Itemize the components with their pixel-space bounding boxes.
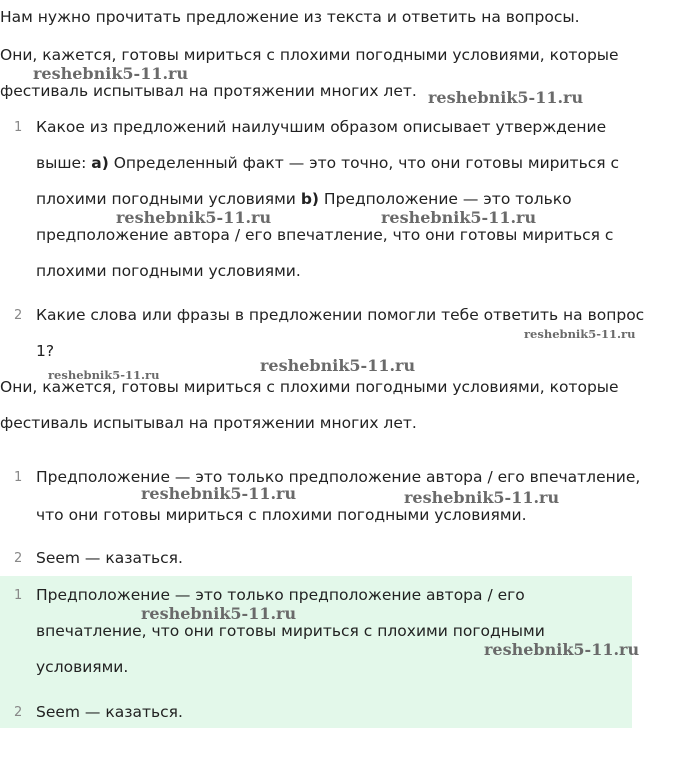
watermark: reshebnik5-11.ru xyxy=(381,208,537,227)
question-text: выше: xyxy=(36,154,92,172)
sentence-repeat-line-2: фестиваль испытывал на протяжении многих лет. xyxy=(0,414,417,432)
sentence-repeat-line-1: Они, кажется, готовы мириться с плохими погодными условиями, которые xyxy=(0,378,619,396)
watermark: reshebnik5-11.ru xyxy=(141,604,297,623)
question-1-line-4: предположение автора / его впечатление, что они готовы мириться с xyxy=(36,226,614,244)
answer-number: 1 xyxy=(14,588,23,603)
answer-number: 2 xyxy=(14,705,23,720)
answer-2-line-1: Seem — казаться. xyxy=(36,549,183,567)
option-a-text: плохими погодными условиями xyxy=(36,190,301,208)
intro-text: Нам нужно прочитать предложение из текста и ответить на вопросы. xyxy=(0,8,580,26)
highlighted-answer-1-line-1: Предположение — это только предположение автора / его xyxy=(36,586,525,604)
question-number: 2 xyxy=(14,308,23,323)
question-1-line-1: Какое из предложений наилучшим образом описывает утверждение xyxy=(36,118,607,136)
answer-number: 1 xyxy=(14,470,23,485)
watermark: reshebnik5-11.ru xyxy=(48,368,160,382)
question-2-line-1: Какие слова или фразы в предложении помогли тебе ответить на вопрос xyxy=(36,306,645,324)
watermark: reshebnik5-11.ru xyxy=(141,484,297,503)
watermark: reshebnik5-11.ru xyxy=(524,327,636,341)
highlighted-answer-1-line-3: условиями. xyxy=(36,658,129,676)
watermark: reshebnik5-11.ru xyxy=(116,208,272,227)
watermark: reshebnik5-11.ru xyxy=(33,64,189,83)
answer-1-line-2: что они готовы мириться с плохими погодными условиями. xyxy=(36,506,527,524)
question-2-line-2: 1? xyxy=(36,342,55,360)
watermark: reshebnik5-11.ru xyxy=(428,88,584,107)
highlighted-answer-1-line-2: впечатление, что они готовы мириться с плохими погодными xyxy=(36,622,545,640)
answer-1-line-1: Предположение — это только предположение автора / его впечатление, xyxy=(36,468,641,486)
sentence-line-1: Они, кажется, готовы мириться с плохими погодными условиями, которые xyxy=(0,46,619,64)
highlighted-answer-2-line-1: Seem — казаться. xyxy=(36,703,183,721)
question-number: 1 xyxy=(14,120,23,135)
option-b-text: Предположение — это только xyxy=(319,190,572,208)
question-1-line-2 xyxy=(36,153,619,173)
option-b-marker: b) xyxy=(300,190,319,208)
answer-number: 2 xyxy=(14,551,23,566)
option-a-text: Определенный факт — это точно, что они готовы мириться с xyxy=(108,154,620,172)
watermark: reshebnik5-11.ru xyxy=(260,356,416,375)
watermark: reshebnik5-11.ru xyxy=(484,640,640,659)
option-a-marker: a) xyxy=(91,154,109,172)
question-1-line-5: плохими погодными условиями. xyxy=(36,262,301,280)
sentence-line-2: фестиваль испытывал на протяжении многих лет. xyxy=(0,82,417,100)
question-1-line-3 xyxy=(36,189,572,209)
watermark: reshebnik5-11.ru xyxy=(404,488,560,507)
